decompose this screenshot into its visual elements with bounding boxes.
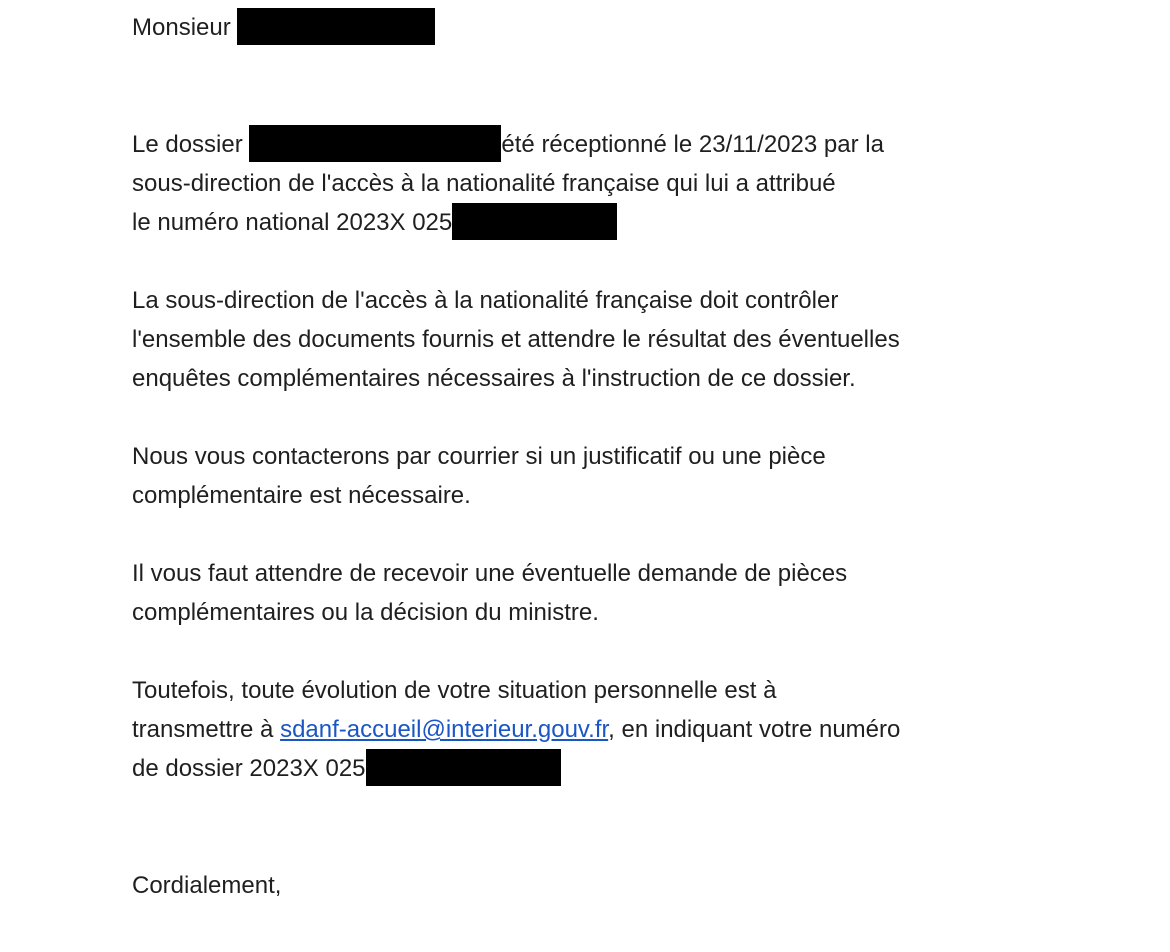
paragraph1-line2-text: sous-direction de l'accès à la nationalité française qui lui a attribué <box>132 170 836 197</box>
redacted-dossier-number <box>366 749 561 786</box>
paragraph1-line1 <box>132 125 884 164</box>
paragraph3-line2-text: complémentaire est nécessaire. <box>132 482 471 509</box>
paragraph5-line1-text: Toutefois, toute évolution de votre situation personnelle est à <box>132 677 777 704</box>
paragraph5-line2 <box>132 710 900 749</box>
paragraph5-line3-text: de dossier 2023X 025 <box>132 755 366 782</box>
greeting-line <box>132 8 435 47</box>
paragraph2-line3-text: enquêtes complémentaires nécessaires à l'instruction de ce dossier. <box>132 365 856 392</box>
paragraph2-line2-text: l'ensemble des documents fournis et attendre le résultat des éventuelles <box>132 326 900 353</box>
paragraph4-line1-text: Il vous faut attendre de recevoir une éventuelle demande de pièces <box>132 560 848 587</box>
redacted-name <box>237 8 435 45</box>
paragraph2-line3 <box>132 359 856 398</box>
paragraph1-line3-text: le numéro national 2023X 025 <box>132 209 453 236</box>
paragraph4-line2 <box>132 593 599 632</box>
paragraph3-line1 <box>132 437 826 476</box>
paragraph5-line2-end: , en indiquant votre numéro <box>608 716 901 743</box>
paragraph2-line1 <box>132 281 838 320</box>
redacted-applicant <box>249 125 501 162</box>
greeting-text: Monsieur <box>132 14 231 41</box>
paragraph5-line2-start: transmettre à <box>132 716 281 743</box>
paragraph5-line3 <box>132 749 561 788</box>
paragraph1-line1-start: Le dossier <box>132 131 243 158</box>
email-link[interactable]: sdanf-accueil@interieur.gouv.fr <box>280 716 609 743</box>
paragraph3-line2 <box>132 476 471 515</box>
paragraph4-line1 <box>132 554 847 593</box>
paragraph2-line1-text: La sous-direction de l'accès à la nationalité française doit contrôler <box>132 287 839 314</box>
paragraph5-line1 <box>132 671 776 710</box>
paragraph1-line2 <box>132 164 836 203</box>
redacted-national-number <box>452 203 617 240</box>
paragraph3-line1-text: Nous vous contacterons par courrier si un justificatif ou une pièce <box>132 443 826 470</box>
paragraph2-line2 <box>132 320 900 359</box>
closing-line <box>132 866 281 905</box>
paragraph1-line1-end: été réceptionné le 23/11/2023 par la <box>501 131 884 158</box>
closing-text: Cordialement, <box>132 872 282 899</box>
paragraph1-line3 <box>132 203 617 242</box>
paragraph4-line2-text: complémentaires ou la décision du ministre. <box>132 599 599 626</box>
